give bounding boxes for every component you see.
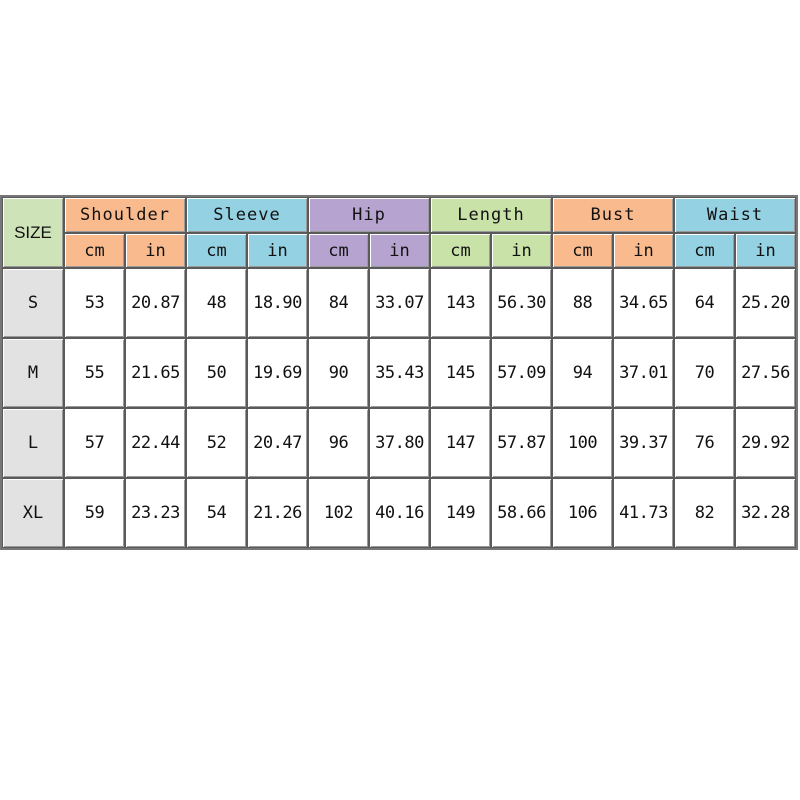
group-header: Hip xyxy=(308,197,430,233)
unit-header-row xyxy=(2,233,796,268)
measurement-cell: 90 xyxy=(308,338,369,408)
measurement-cell: 57.09 xyxy=(491,338,552,408)
measurement-cell: 54 xyxy=(186,478,247,548)
measurement-cell: 70 xyxy=(674,338,735,408)
measurement-cell: 106 xyxy=(552,478,613,548)
size-chart-table xyxy=(0,195,798,550)
unit-header: cm xyxy=(186,233,247,268)
measurement-cell: 35.43 xyxy=(369,338,430,408)
measurement-cell: 19.69 xyxy=(247,338,308,408)
measurement-cell: 20.87 xyxy=(125,268,186,338)
size-column-header: SIZE xyxy=(2,197,64,268)
measurement-cell: 50 xyxy=(186,338,247,408)
measurement-cell: 29.92 xyxy=(735,408,796,478)
measurement-cell: 88 xyxy=(552,268,613,338)
measurement-cell: 84 xyxy=(308,268,369,338)
measurement-cell: 100 xyxy=(552,408,613,478)
unit-header: cm xyxy=(308,233,369,268)
measurement-cell: 37.01 xyxy=(613,338,674,408)
measurement-cell: 145 xyxy=(430,338,491,408)
size-label: M xyxy=(2,338,64,408)
unit-header: in xyxy=(613,233,674,268)
unit-header: cm xyxy=(430,233,491,268)
measurement-cell: 40.16 xyxy=(369,478,430,548)
measurement-cell: 32.28 xyxy=(735,478,796,548)
group-header: Waist xyxy=(674,197,796,233)
measurement-cell: 18.90 xyxy=(247,268,308,338)
measurement-cell: 52 xyxy=(186,408,247,478)
measurement-cell: 41.73 xyxy=(613,478,674,548)
measurement-cell: 34.65 xyxy=(613,268,674,338)
size-label: S xyxy=(2,268,64,338)
measurement-cell: 23.23 xyxy=(125,478,186,548)
measurement-cell: 102 xyxy=(308,478,369,548)
measurement-cell: 21.65 xyxy=(125,338,186,408)
measurement-cell: 57 xyxy=(64,408,125,478)
measurement-cell: 25.20 xyxy=(735,268,796,338)
table-row xyxy=(2,408,796,478)
table-row xyxy=(2,478,796,548)
measurement-cell: 53 xyxy=(64,268,125,338)
size-label: XL xyxy=(2,478,64,548)
measurement-cell: 147 xyxy=(430,408,491,478)
group-header: Shoulder xyxy=(64,197,186,233)
measurement-cell: 59 xyxy=(64,478,125,548)
measurement-cell: 57.87 xyxy=(491,408,552,478)
measurement-cell: 48 xyxy=(186,268,247,338)
group-header: Bust xyxy=(552,197,674,233)
measurement-cell: 39.37 xyxy=(613,408,674,478)
unit-header: in xyxy=(125,233,186,268)
measurement-cell: 33.07 xyxy=(369,268,430,338)
unit-header: cm xyxy=(64,233,125,268)
unit-header: in xyxy=(735,233,796,268)
unit-header: in xyxy=(491,233,552,268)
size-label: L xyxy=(2,408,64,478)
measurement-cell: 21.26 xyxy=(247,478,308,548)
unit-header: cm xyxy=(674,233,735,268)
measurement-cell: 20.47 xyxy=(247,408,308,478)
group-header: Length xyxy=(430,197,552,233)
measurement-cell: 37.80 xyxy=(369,408,430,478)
measurement-cell: 76 xyxy=(674,408,735,478)
group-header: Sleeve xyxy=(186,197,308,233)
measurement-cell: 56.30 xyxy=(491,268,552,338)
unit-header: in xyxy=(247,233,308,268)
measurement-cell: 149 xyxy=(430,478,491,548)
measurement-cell: 55 xyxy=(64,338,125,408)
measurement-cell: 22.44 xyxy=(125,408,186,478)
measurement-cell: 96 xyxy=(308,408,369,478)
measurement-cell: 27.56 xyxy=(735,338,796,408)
measurement-cell: 82 xyxy=(674,478,735,548)
unit-header: cm xyxy=(552,233,613,268)
table-row xyxy=(2,338,796,408)
measurement-cell: 94 xyxy=(552,338,613,408)
table-row xyxy=(2,268,796,338)
unit-header: in xyxy=(369,233,430,268)
group-header-row xyxy=(2,197,796,233)
measurement-cell: 143 xyxy=(430,268,491,338)
measurement-cell: 58.66 xyxy=(491,478,552,548)
measurement-cell: 64 xyxy=(674,268,735,338)
